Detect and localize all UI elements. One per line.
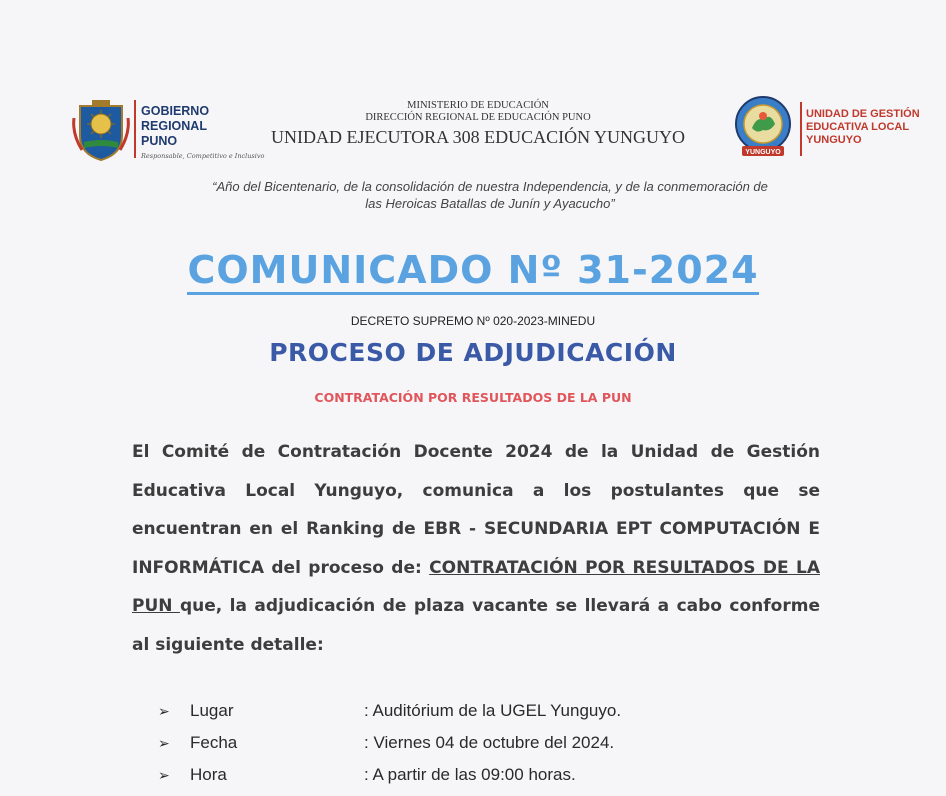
details-list: [158, 700, 798, 796]
detail-value: : A partir de las 09:00 horas.: [364, 765, 576, 784]
letterhead: [0, 88, 946, 168]
detail-label: Lugar: [190, 701, 234, 720]
detail-row-lugar: [158, 700, 798, 732]
detail-row-hora: [158, 764, 798, 796]
gobierno-regional-name: GOBIERNO REGIONAL PUNO: [141, 104, 210, 148]
detail-row-fecha: [158, 732, 798, 764]
arrow-bullet-icon: ➢: [158, 767, 170, 783]
process-name-underlined: CONTRATACIÓN POR RESULTADOS DE LA PUN: [132, 557, 820, 616]
ministry-heading: [248, 100, 708, 149]
ugel-yunguyo-seal-icon: [730, 94, 796, 160]
detail-value: : Auditórium de la UGEL Yunguyo.: [364, 701, 622, 720]
direccion-line: DIRECCIÓN REGIONAL DE EDUCACIÓN PUNO: [365, 112, 591, 123]
detail-label: Fecha: [190, 733, 238, 752]
arrow-bullet-icon: ➢: [158, 735, 170, 751]
unidad-ejecutora-line: UNIDAD EJECUTORA 308 EDUCACIÓN YUNGUYO: [271, 127, 685, 147]
announcement-body: El Comité de Contratación Docente 2024 de la Unidad de Gestión Educativa Local Yunguyo, comunica a los postulantes que se encuentran en el Ranking de EBR - SECUNDARIA EPT COMPUTACIÓN E INFORMÁTICA del proceso de: CONTRATACIÓN POR RESULTADOS DE LA PUN que, la adjudicación de plaza vacante se llevará a cabo conforme al siguiente detalle:: [132, 442, 820, 655]
ministry-line: MINISTERIO DE EDUCACIÓN: [407, 100, 549, 111]
header-divider-left: [134, 100, 136, 158]
svg-text:YUNGUYO: YUNGUYO: [745, 149, 781, 156]
comunicado-title-text: COMUNICADO Nº 31-2024: [187, 248, 758, 295]
detail-value: : Viernes 04 de octubre del 2024.: [364, 733, 615, 752]
detail-label: Hora: [190, 765, 227, 784]
comunicado-title: [0, 248, 946, 292]
decreto-reference: DECRETO SUPREMO Nº 020-2023-MINEDU: [350, 314, 596, 328]
ugel-name: UNIDAD DE GESTIÓN EDUCATIVA LOCAL YUNGUYO: [806, 108, 920, 146]
year-motto-quote: “Año del Bicentenario, de la consolidación de nuestra Independencia, y de la conmemoración de las Heroicas Batallas de Junín y Ayacucho”: [212, 179, 768, 211]
contratacion-subheading: CONTRATACIÓN POR RESULTADOS DE LA PUN: [314, 390, 632, 405]
arrow-bullet-icon: ➢: [158, 703, 170, 719]
header-divider-right: [800, 102, 802, 156]
gobierno-regional-motto: Responsable, Competitivo e Inclusivo: [141, 152, 265, 160]
proceso-heading: PROCESO DE ADJUDICACIÓN: [269, 338, 677, 367]
gobierno-regional-puno-emblem-icon: [72, 98, 130, 162]
